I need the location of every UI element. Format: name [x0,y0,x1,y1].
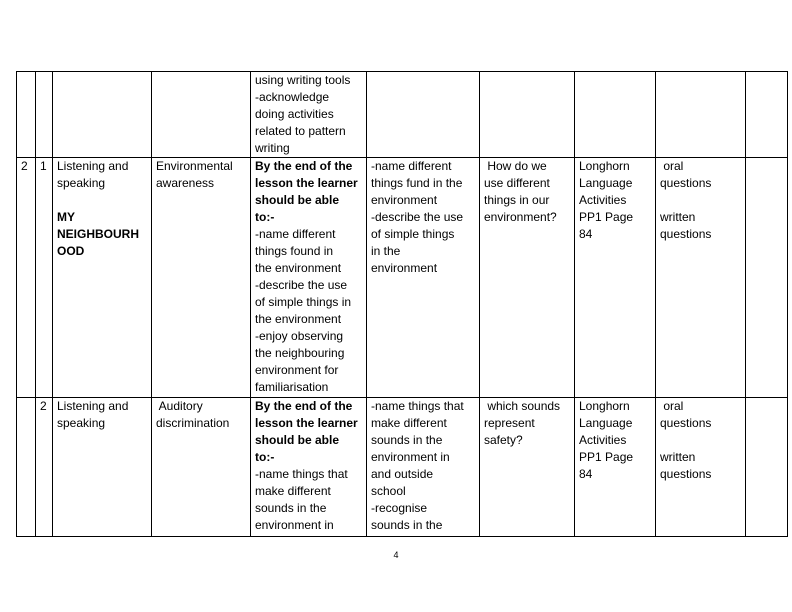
table-row [17,158,788,398]
outcomes-heading-line: lesson the learner [255,416,358,430]
outcome-line: environment for [255,363,339,377]
outcome-line: -name things that [255,467,348,481]
key-inquiry-cell [480,72,575,158]
experience-line: in the [371,244,401,258]
outcomes-cell [251,72,367,158]
topic-line: OOD [57,244,85,258]
week-cell [17,398,36,537]
table-row [17,72,788,158]
outcome-line: the neighbouring [255,346,345,360]
outcome-line: make different [255,484,331,498]
remarks-cell [746,72,788,158]
outcome-line: using writing tools [255,73,351,87]
strand-cell [53,72,152,158]
outcomes-heading-line: to:- [255,210,275,224]
experience-line: environment [371,193,438,207]
outcomes-heading-line: lesson the learner [255,176,358,190]
experience-line: -describe the use [371,210,464,224]
experience-line: -recognise [371,501,428,515]
outcomes-heading-line: should be able [255,433,340,447]
outcomes-heading-line: By the end of the [255,399,353,413]
scheme-of-work-table [16,71,788,537]
outcomes-cell [251,398,367,537]
outcome-line: of simple things in [255,295,352,309]
sub-strand-cell: Auditory discrimination [152,398,251,537]
outcome-line: -name different [255,227,336,241]
outcome-line: related to pattern [255,124,346,138]
experience-line: sounds in the [371,433,443,447]
experience-line: things fund in the [371,176,463,190]
outcome-line: the environment [255,261,342,275]
sub-strand-cell [152,72,251,158]
assessment-cell: oral questions written questions [656,158,746,398]
experiences-cell [367,398,480,537]
experience-line: environment [371,261,438,275]
outcome-line: familiarisation [255,380,329,394]
outcome-line: -enjoy observing [255,329,344,343]
outcomes-cell [251,158,367,398]
page-number: 4 [393,550,399,560]
sub-strand-cell: Environmental awareness [152,158,251,398]
outcome-line: -acknowledge [255,90,330,104]
topic-line: NEIGHBOURH [57,227,140,241]
resources-cell: Longhorn Language Activities PP1 Page 84 [575,158,656,398]
outcome-line: -describe the use [255,278,348,292]
experience-line: and outside [371,467,434,481]
assessment-cell [656,72,746,158]
resources-cell: Longhorn Language Activities PP1 Page 84 [575,398,656,537]
outcomes-heading-line: to:- [255,450,275,464]
assessment-cell: oral questions written questions [656,398,746,537]
outcomes-heading-line: By the end of the [255,159,353,173]
remarks-cell [746,158,788,398]
key-inquiry-cell: which sounds represent safety? [480,398,575,537]
experience-line: make different [371,416,447,430]
strand-cell [53,158,152,398]
outcomes-heading-line: should be able [255,193,340,207]
outcome-line: doing activities [255,107,334,121]
remarks-cell [746,398,788,537]
experience-line: sounds in the [371,518,443,532]
experience-line: school [371,484,406,498]
experience-line: environment in [371,450,450,464]
experiences-cell [367,72,480,158]
lesson-cell [36,72,53,158]
topic-line: MY [57,210,75,224]
strand-line: Listening and [57,159,129,173]
table-row [17,398,788,537]
resources-cell [575,72,656,158]
experience-line: -name things that [371,399,464,413]
outcome-line: environment in [255,518,334,532]
lesson-cell: 1 [36,158,53,398]
week-cell: 2 [17,158,36,398]
outcome-line: the environment [255,312,342,326]
week-cell [17,72,36,158]
strand-cell: Listening and speaking [53,398,152,537]
key-inquiry-cell: How do we use different things in our environment? [480,158,575,398]
lesson-cell: 2 [36,398,53,537]
experiences-cell [367,158,480,398]
experience-line: -name different [371,159,452,173]
outcome-line: sounds in the [255,501,327,515]
outcome-line: things found in [255,244,334,258]
outcome-line: writing [255,141,290,155]
experience-line: of simple things [371,227,455,241]
strand-line: speaking [57,176,106,190]
